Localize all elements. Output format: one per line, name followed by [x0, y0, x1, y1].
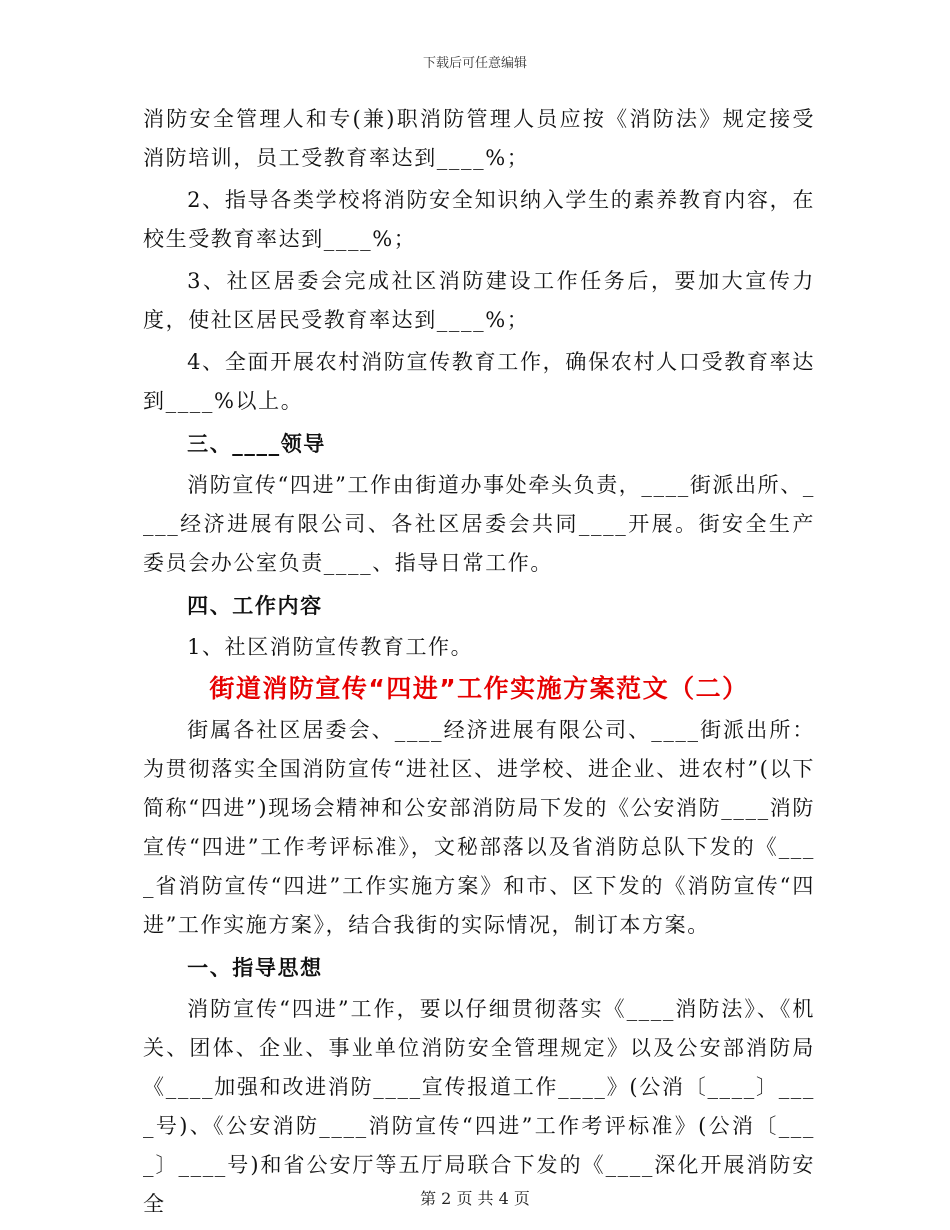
section-heading-work-content: 四、工作内容 — [187, 593, 323, 618]
section-heading-leadership: 三、____领导 — [187, 431, 326, 456]
section-heading-guiding-ideology: 一、指导思想 — [187, 955, 323, 980]
paragraph-continuation: 消防安全管理人和专(兼)职消防管理人员应按《消防法》规定接受消防培训，员工受教育率达到____%； — [143, 107, 815, 170]
header-note: 下载后可任意编辑 — [422, 56, 527, 71]
paragraph-leadership: 消防宣传“四进”工作由街道办事处牵头负责，____街派出所、____经济进展有限公司、各社区居委会共同____开展。街安全生产委员会办公室负责____、指导日常工作。 — [143, 473, 815, 575]
paragraph-item-3: 3、社区居委会完成社区消防建设工作任务后，要加大宣传力度，使社区居民受教育率达到____%； — [143, 269, 815, 332]
paragraph-community: 1、社区消防宣传教育工作。 — [187, 635, 474, 659]
paragraph-item-4: 4、全面开展农村消防宣传教育工作，确保农村人口受教育率达到____%以上。 — [143, 350, 815, 413]
paragraph-guiding-ideology: 消防宣传“四进”工作，要以仔细贯彻落实《____消防法》、《机关、团体、企业、事业单位消防安全管理规定》以及公安部消防局《____加强和改进消防____宣传报道工作____》(公消〔____〕____号)、《公安消防____消防宣传“四进”工作考评标准》(公消〔____〕____号)和省公安厅等五厅局联合下发的《____深化开展消防安全 — [143, 997, 815, 1216]
document-body — [143, 100, 815, 1224]
page-number: 第 2 页 共 4 页 — [420, 1189, 530, 1208]
document-title-part-two: 街道消防宣传“四进”工作实施方案范文（二） — [209, 674, 749, 703]
paragraph-item-2: 2、指导各类学校将消防安全知识纳入学生的素养教育内容，在校生受教育率达到____%； — [143, 188, 815, 251]
paragraph-intro: 街属各社区居委会、____经济进展有限公司、____街派出所：为贯彻落实全国消防宣传“进社区、进学校、进企业、进农村”(以下简称“四进”)现场会精神和公安部消防局下发的《公安消防____消防宣传“四进”工作考评标准》，文秘部落以及省消防总队下发的《____省消防宣传“四进”工作实施方案》和市、区下发的《消防宣传“四进”工作实施方案》，结合我街的实际情况，制订本方案。 — [143, 718, 815, 937]
